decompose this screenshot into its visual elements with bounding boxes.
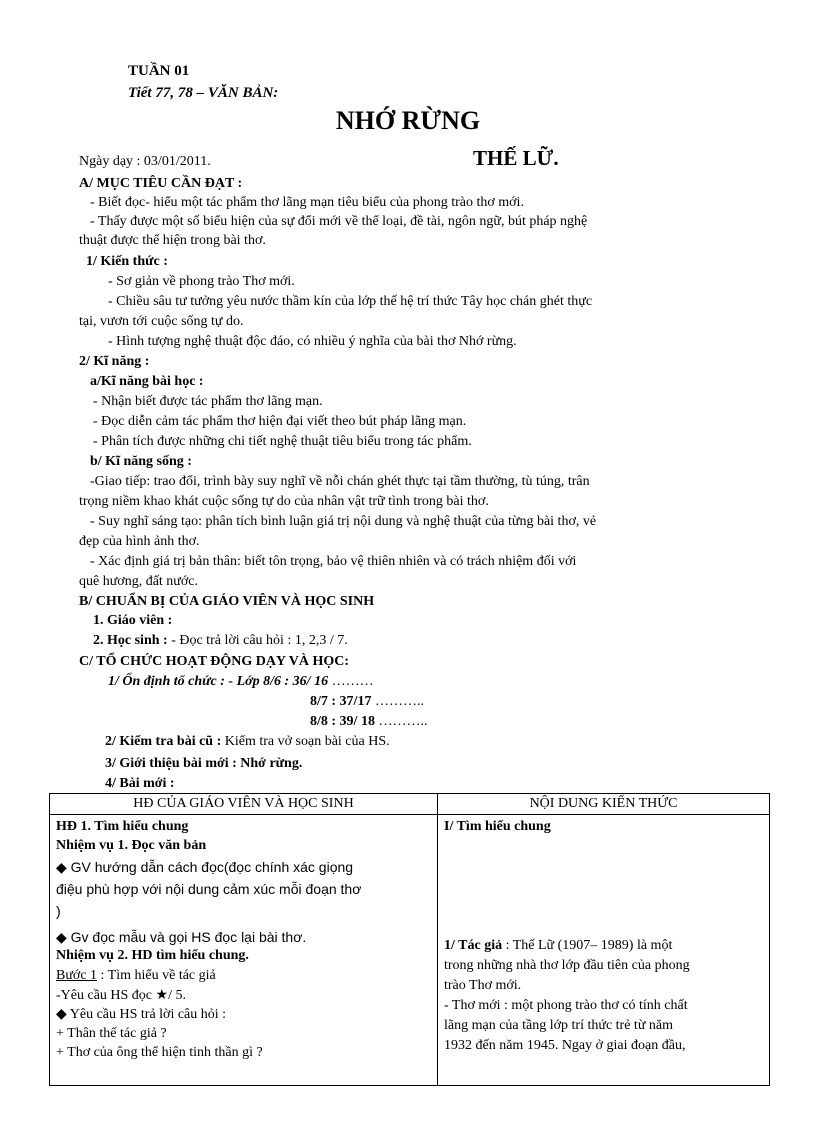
reading-guide-line-3: ) (56, 903, 61, 919)
class-attendance-1-label: 1/ Ổn định tổ chức : - Lớp 8/6 : 36/ 16 (108, 674, 329, 689)
lesson-skills-heading: a/Kĩ năng bài học : (90, 374, 204, 389)
life-skill-line-5: - Xác định giá trị bản thân: biết tôn trọng, bảo vệ thiên nhiên và có trách nhiệm đối với (90, 554, 577, 569)
life-skill-line-4: đẹp của hình ảnh thơ. (79, 534, 200, 549)
class-attendance-2-dots: ……….. (371, 694, 424, 709)
student-prep (93, 632, 348, 650)
step-1-text: : Tìm hiểu về tác giả (97, 968, 216, 983)
life-skill-line-3: - Suy nghĩ sáng tạo: phân tích bình luận giá trị nội dung và nghệ thuật của từng bài thơ, vẻ (90, 514, 597, 529)
section-c-heading: C/ TỔ CHỨC HOẠT ĐỘNG DẠY VÀ HỌC: (79, 654, 350, 669)
activity-1-heading: HĐ 1. Tìm hiểu chung (56, 819, 189, 834)
teacher-prep: 1. Giáo viên : (93, 613, 173, 628)
col-header-activities: HĐ CỦA GIÁO VIÊN VÀ HỌC SINH (50, 794, 438, 815)
class-attendance-2 (310, 693, 424, 711)
objective-line-2: - Thấy được một số biểu hiện của sự đổi mới về thể loại, đề tài, ngôn ngữ, bút pháp nghệ (90, 214, 588, 229)
old-lesson-check-text: Kiểm tra vở soạn bài của HS. (221, 734, 390, 749)
reading-guide-line-1: ◆ GV hướng dẫn cách đọc(đọc chính xác giọng (56, 859, 354, 875)
step-1-label: Bước 1 (56, 968, 98, 983)
activities-cell (50, 815, 438, 1086)
question-2: + Thơ của ông thể hiện tinh thần gì ? (56, 1045, 263, 1060)
task-2-heading: Nhiệm vụ 2. HD tìm hiểu chung. (56, 948, 249, 963)
author-info-line-2: trong những nhà thơ lớp đầu tiên của phong (444, 958, 690, 973)
life-skills-heading: b/ Kĩ năng sống : (90, 454, 192, 469)
class-attendance-3 (310, 713, 427, 731)
lesson-skill-2: - Đọc diễn cảm tác phẩm thơ hiện đại viết theo bút pháp lãng mạn. (93, 414, 467, 429)
task-1-heading: Nhiệm vụ 1. Đọc văn bản (56, 838, 207, 853)
poem-title: NHỚ RỪNG (335, 106, 481, 135)
skills-heading: 2/ Kĩ năng : (79, 354, 150, 369)
week-label: TUẦN 01 (128, 63, 190, 79)
class-attendance-3-dots: ……….. (374, 714, 428, 729)
col-header-content: NỘI DUNG KIẾN THỨC (438, 794, 770, 815)
life-skill-line-1: -Giao tiếp: trao đổi, trình bày suy nghĩ về nỗi chán ghét thực tại tầm thường, tù túng, trân (90, 474, 590, 489)
lesson-label: Tiết 77, 78 – VĂN BẢN: (128, 85, 279, 101)
life-skill-line-2: trọng niềm khao khát cuộc sống tự do của nhân vật trữ tình trong bài thơ. (79, 494, 489, 509)
knowledge-line-3: tại, vươn tới cuộc sống tự do. (79, 314, 244, 329)
teaching-date: Ngày dạy : 03/01/2011. (79, 154, 211, 169)
step-1 (56, 967, 216, 985)
old-lesson-check (105, 733, 390, 751)
lesson-skill-1: - Nhận biết được tác phẩm thơ lãng mạn. (93, 394, 323, 409)
question-prompt: ◆ Yêu cầu HS trả lời câu hỏi : (56, 1007, 227, 1022)
knowledge-line-1: - Sơ giản về phong trào Thơ mới. (108, 274, 295, 289)
reading-guide-line-2: điệu phù hợp với nội dung cảm xúc mỗi đoạn thơ (56, 881, 362, 897)
model-reading: ◆ Gv đọc mẫu và gọi HS đọc lại bài thơ. (56, 929, 307, 945)
objective-line-1: - Biết đọc- hiểu một tác phẩm thơ lãng mạn tiêu biểu của phong trào thơ mới. (90, 195, 524, 210)
student-prep-text: - Đọc trả lời câu hỏi : 1, 2,3 / 7. (167, 633, 348, 648)
knowledge-heading: 1/ Kiến thức : (86, 254, 168, 269)
content-cell (438, 815, 770, 1086)
new-lesson-intro: 3/ Giới thiệu bài mới : Nhớ rừng. (105, 756, 303, 771)
objective-line-3: thuật được thể hiện trong bài thơ. (79, 233, 266, 248)
knowledge-line-2: - Chiều sâu tư tưởng yêu nước thầm kín của lớp thế hệ trí thức Tây học chán ghét thực (108, 294, 593, 309)
new-poetry-line-1: - Thơ mới : một phong trào thơ có tính chất (444, 998, 688, 1013)
question-1: + Thân thế tác giả ? (56, 1026, 167, 1041)
author-label: 1/ Tác giả (444, 938, 503, 953)
author-info-text: : Thế Lữ (1907– 1989) là một (502, 938, 673, 953)
reading-request: -Yêu cầu HS đọc ★/ 5. (56, 988, 186, 1003)
knowledge-line-4: - Hình tượng nghệ thuật độc đáo, có nhiều ý nghĩa của bài thơ Nhớ rừng. (108, 334, 517, 349)
old-lesson-check-label: 2/ Kiểm tra bài cũ : (105, 734, 222, 749)
section-a-heading: A/ MỤC TIÊU CẦN ĐẠT : (79, 176, 243, 191)
lesson-plan-table (49, 793, 770, 1086)
class-attendance-2-label: 8/7 : 37/17 (310, 694, 372, 709)
class-attendance-3-label: 8/8 : 39/ 18 (310, 714, 375, 729)
author-info-line-1 (444, 936, 672, 956)
class-attendance-1 (108, 673, 374, 691)
class-attendance-1-dots: ……… (328, 674, 374, 689)
author-info-line-3: trào Thơ mới. (444, 978, 522, 993)
lesson-skill-3: - Phân tích được những chi tiết nghệ thuật tiêu biểu trong tác phẩm. (93, 434, 472, 449)
section-b-heading: B/ CHUẨN BỊ CỦA GIÁO VIÊN VÀ HỌC SINH (79, 594, 375, 609)
poem-author: THẾ LỮ. (473, 146, 559, 170)
student-prep-label: 2. Học sinh : (93, 633, 168, 648)
life-skill-line-6: quê hương, đất nước. (79, 574, 199, 589)
new-lesson-label: 4/ Bài mới : (105, 776, 175, 791)
general-heading: I/ Tìm hiểu chung (444, 819, 551, 834)
new-poetry-line-3: 1932 đến năm 1945. Ngay ở giai đoạn đầu, (444, 1038, 686, 1053)
new-poetry-line-2: lãng mạn của tầng lớp trí thức trẻ từ năm (444, 1018, 674, 1033)
